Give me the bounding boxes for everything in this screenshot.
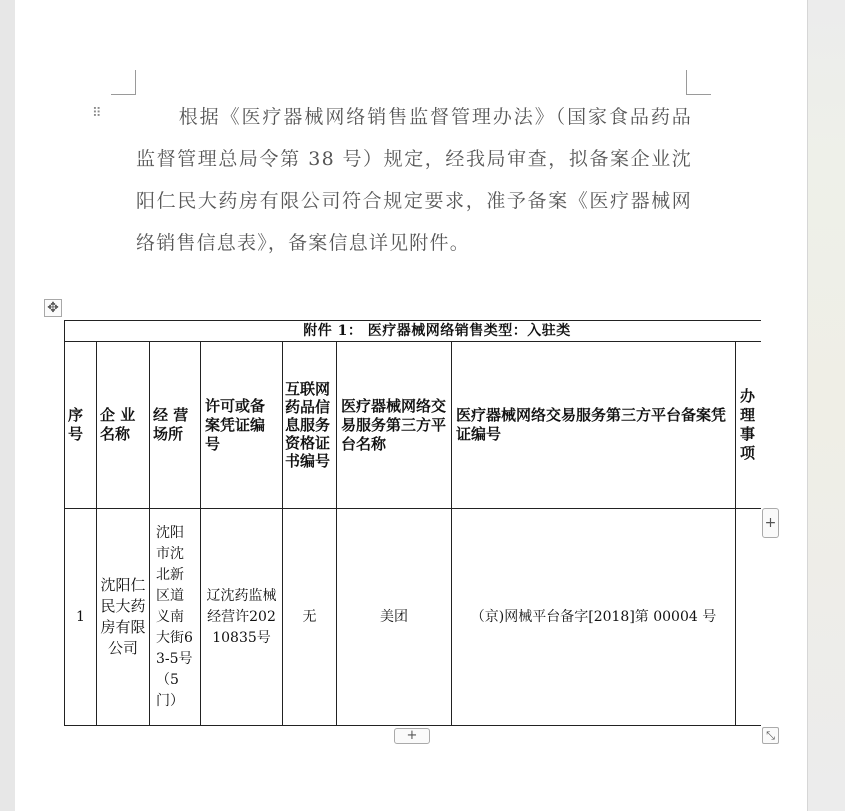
header-license[interactable] <box>201 342 283 509</box>
header-platform-name-text: 医疗器械网络交易服务第三方平台名称 <box>341 396 447 453</box>
add-row-button[interactable]: + <box>394 728 430 744</box>
header-seq[interactable] <box>65 342 97 509</box>
header-company[interactable] <box>97 342 150 509</box>
cell-premises-text: 沈阳市沈北新区道义南大街63-5号（5门） <box>156 524 193 709</box>
header-platform-record-text: 医疗器械网络交易服务第三方平台备案凭证编号 <box>456 406 727 443</box>
cell-seq-text: 1 <box>76 608 85 625</box>
header-platform-name[interactable] <box>337 342 452 509</box>
cell-platform-record[interactable] <box>452 509 736 726</box>
cell-seq[interactable] <box>65 509 97 726</box>
header-license-text: 许可或备案凭证编号 <box>205 396 266 453</box>
cell-company-text: 沈阳仁民大药房有限公司 <box>100 576 146 657</box>
right-gutter <box>807 0 845 811</box>
paragraph-text: 根据《医疗器械网络销售监督管理办法》（国家食品药品监督管理总局令第 38 号）规定，经我局审查，拟备案企业沈阳仁民大药房有限公司符合规定要求，准予备案《医疗器械网络销售信息表》，备案信息详见附件。 <box>136 106 692 254</box>
margin-corner-top-left <box>111 70 136 95</box>
header-matter[interactable] <box>736 342 762 509</box>
table-title[interactable]: 附件 1： 医疗器械网络销售类型：入驻类 <box>65 321 762 342</box>
header-premises[interactable] <box>150 342 201 509</box>
cell-license-text: 辽沈药监械经营许20210835号 <box>206 587 277 646</box>
cell-license[interactable] <box>201 509 283 726</box>
margin-corner-top-right <box>686 70 711 95</box>
table-resize-icon[interactable]: ⤡ <box>762 727 779 744</box>
left-gutter <box>0 0 15 811</box>
header-matter-text: 办理事项 <box>740 387 756 462</box>
record-table[interactable] <box>64 320 761 726</box>
header-platform-record[interactable] <box>452 342 736 509</box>
cell-matter[interactable] <box>736 509 762 726</box>
cell-platform-name-text: 美团 <box>380 608 408 625</box>
add-column-button[interactable]: + <box>762 508 779 538</box>
table-viewport <box>64 320 761 727</box>
header-internet-cert-text: 互联网药品信息服务资格证书编号 <box>285 380 331 470</box>
header-internet-cert[interactable] <box>283 342 337 509</box>
header-seq-text: 序号 <box>68 406 84 443</box>
header-premises-text: 经 营场所 <box>153 406 189 443</box>
cell-premises[interactable] <box>150 509 201 726</box>
cell-company[interactable] <box>97 509 150 726</box>
body-paragraph[interactable] <box>136 96 692 264</box>
paragraph-drag-handle-icon[interactable]: ⠿ <box>92 106 101 121</box>
table-move-handle-icon[interactable]: ✥ <box>44 299 62 317</box>
header-company-text: 企 业名称 <box>100 406 136 443</box>
cell-internet-cert[interactable] <box>283 509 337 726</box>
cell-internet-cert-text: 无 <box>302 608 317 625</box>
table-row <box>65 509 762 726</box>
cell-platform-name[interactable] <box>337 509 452 726</box>
cell-platform-record-text: （京)网械平台备字[2018]第 00004 号 <box>470 608 717 625</box>
